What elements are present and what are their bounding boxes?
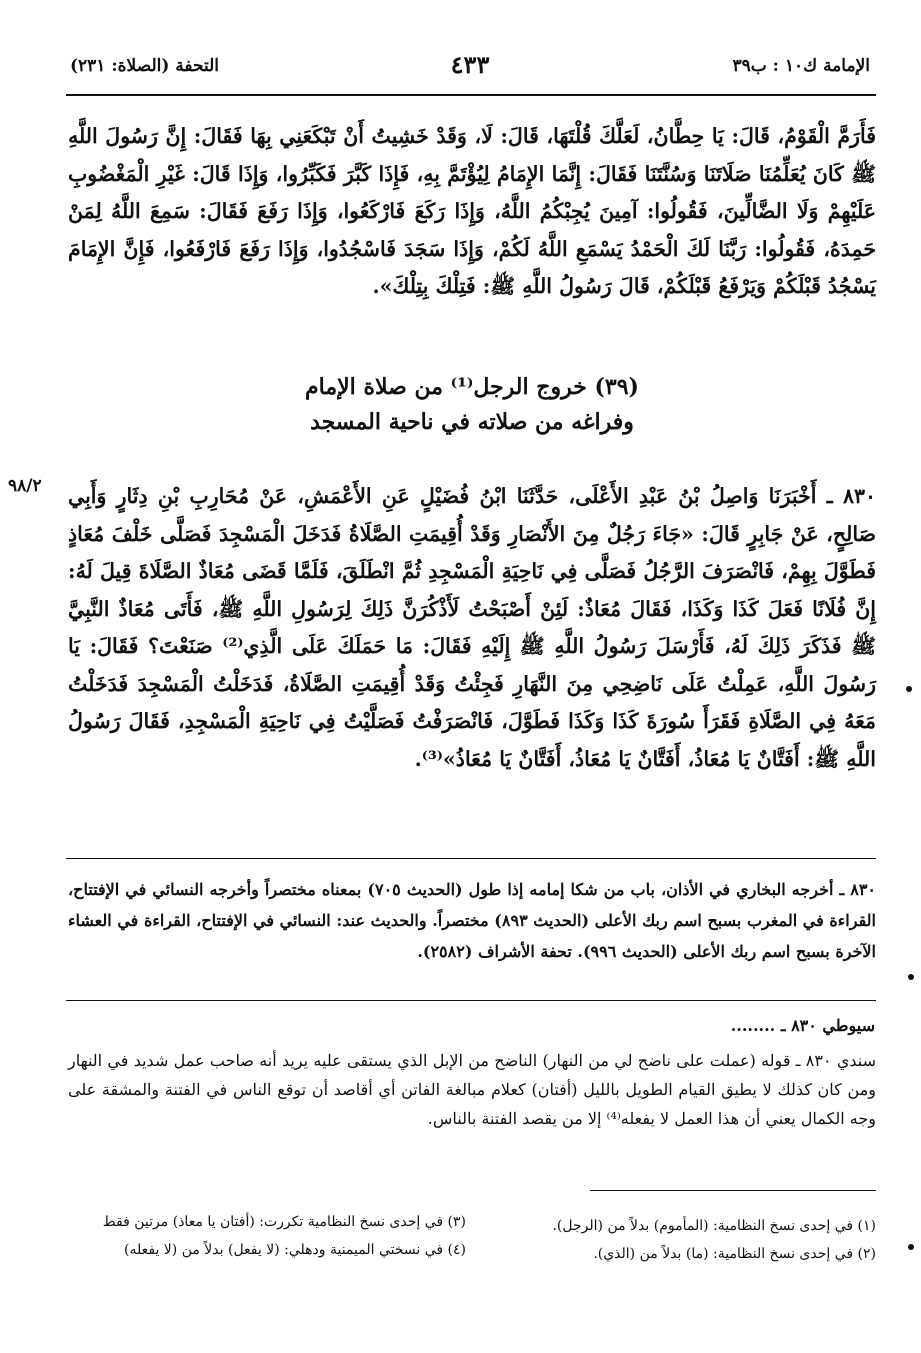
hadith-830-paragraph: ٨٣٠ ـ أَخْبَرَنَا وَاصِلُ بْنُ عَبْدِ الأَعْلَى، حَدَّثَنَا ابْنُ فُضَيْلٍ عَنِ الأَعْمَشِ، عَنْ مُحَارِبِ بْنِ دِثَارٍ وَأَبِي صَالِحٍ، عَنْ جَابِرٍ قَالَ: «جَاءَ رَجُلٌ مِنَ الأَنْصَارِ وَقَدْ أُقِيمَتِ الصَّلَاةُ فَدَخَلَ الْمَسْجِدَ فَصَلَّى خَلْفَ مُعَاذٍ فَطَوَّلَ بِهِمْ، فَانْصَرَفَ الرَّجُلُ فَصَلَّى فِي نَاحِيَةِ الْمَسْجِدِ ثُمَّ انْطَلَقَ، فَلَمَّا قَضَى مُعَاذٌ الصَّلَاةَ قِيلَ لَهُ: إِنَّ فُلَانًا فَعَلَ كَذَا وَكَذَا، فَقَالَ مُعَاذٌ: لَئِنْ أَصْبَحْتُ لَأَذْكُرَنَّ ذَلِكَ لِرَسُولِ اللَّهِ ﷺ، فَأَتَى مُعَاذٌ النَّبِيَّ ﷺ فَذَكَرَ ذَلِكَ لَهُ، فَأَرْسَلَ رَسُولُ اللَّهِ ﷺ إِلَيْهِ فَقَالَ: مَا حَمَلَكَ عَلَى الَّذِي⁽²⁾ صَنَعْتَ؟ فَقَالَ: يَا رَسُولَ اللَّهِ، عَمِلْتُ عَلَى نَاضِحِي مِنَ النَّهَارِ فَجِئْتُ وَقَدْ أُقِيمَتِ الصَّلَاةُ، فَدَخَلْتُ الْمَسْجِدَ فَدَخَلْتُ مَعَهُ فِي الصَّلَاةِ فَقَرَأَ سُورَةَ كَذَا وَكَذَا فَطَوَّلَ، فَانْصَرَفْتُ فَصَلَّيْتُ فِي نَاحِيَةِ الْمَسْجِدِ، فَقَالَ رَسُولُ اللَّهِ ﷺ: أَفَتَّانٌ يَا مُعَاذُ، أَفَتَّانٌ يَا مُعَاذُ، أَفَتَّانٌ يَا مُعَاذُ»⁽³⁾. [68,484,876,771]
header-chapter-ref: الإمامة ك١٠ : ب٣٩ [732,56,870,76]
scan-speck [908,974,914,980]
chapter-title-line-2: وفراغه من صلاته في ناحية المسجد [310,409,634,435]
manuscript-notes-left [66,1208,466,1264]
takhrij-footnote: ٨٣٠ ـ أخرجه البخاري في الأذان، باب من شكا إمامه إذا طول (الحديث ٧٠٥) بمعناه مختصراً وأخرجه النسائي في الإفتتاح، القراءة في المغرب بسبح اسم ربك الأعلى (الحديث ٨٩٣) مختصراً. والحديث عند: النسائي في الإفتتاح، القراءة في العشاء الآخرة بسبح اسم ربك الأعلى (الحديث ٩٩٦). تحفة الأشراف (٢٥٨٢). [68,880,877,961]
chapter-title [68,370,876,440]
manuscript-note-4: (٤) في نسختي الميمنية ودهلي: (لا يفعل) بدلاً من (لا يفعله) [124,1242,466,1258]
notes-rule [590,1190,876,1191]
sindi-commentary: سندي ٨٣٠ ـ قوله (عملت على ناضح لي من النهار) الناضح من الإبل الذي يستقى عليه يريد أنه صاحب عمل شديد في النهار ومن كان كذلك لا يطيق القيام الطويل بالليل (أفتان) كعلام مبالغة الفاتن أي أقاصد أن توقع الناس في الفتنة والمشقة على وجه الكمال يعني أن هذا العمل لا يفعله⁽⁴⁾ إلا من يقصد الفتنة بالناس. [68,1051,877,1128]
manuscript-note-2: (٢) في إحدى نسخ النظامية: (ما) بدلاً من (الذي). [593,1246,876,1262]
scan-speck [906,686,912,692]
margin-reference: ٩٨/٢ [8,476,42,496]
scan-speck [908,1244,914,1250]
hadith-continuation-paragraph: فَأَرَمَّ الْقَوْمُ، قَالَ: يَا حِطَّانُ، لَعَلَّكَ قُلْتَهَا، قَالَ: لَا، وَقَدْ خَشِيتُ أَنْ تَبْكَعَنِي بِهَا فَقَالَ: إِنَّ رَسُولَ اللَّهِ ﷺ كَانَ يُعَلِّمُنَا صَلَاتَنَا وَسُنَّتَنَا فَقَالَ: إِنَّمَا الإِمَامُ لِيُؤْتَمَّ بِهِ، فَإِذَا كَبَّرَ فَكَبِّرُوا، وَإِذَا قَالَ: غَيْرِ الْمَغْضُوبِ عَلَيْهِمْ وَلَا الضَّالِّينَ، فَقُولُوا: آمِينَ يُجِبْكُمُ اللَّهُ، وَإِذَا رَكَعَ فَارْكَعُوا، وَإِذَا رَفَعَ فَقَالَ: سَمِعَ اللَّهُ لِمَنْ حَمِدَهُ، فَقُولُوا: رَبَّنَا لَكَ الْحَمْدُ يَسْمَعِ اللَّهُ لَكُمْ، وَإِذَا سَجَدَ فَاسْجُدُوا، وَإِذَا رَفَعَ فَارْفَعُوا، فَإِنَّ الإِمَامَ يَسْجُدُ قَبْلَكُمْ وَيَرْفَعُ قَبْلَكُمْ، قَالَ رَسُولُ اللَّهِ ﷺ: فَتِلْكَ بِتِلْكَ». [68,124,876,298]
footnote-rule [66,858,876,859]
manuscript-note-3: (٣) في إحدى نسخ النظامية تكررت: (أفتان يا معاذ) مرتين فقط [102,1214,466,1230]
header-tuhfa-ref: التحفة (الصلاة: ٢٣١) [70,56,220,76]
running-header [70,50,870,84]
suyuti-commentary-heading: سيوطي ٨٣٠ ـ ........ [730,1016,875,1035]
header-rule [66,94,876,96]
chapter-title-line-1: (٣٩) خروج الرجل⁽¹⁾ من صلاة الإمام [305,374,639,400]
manuscript-notes-right [470,1212,876,1268]
manuscript-note-1: (١) في إحدى نسخ النظامية: (المأموم) بدلاً من (الرجل). [552,1218,876,1234]
commentary-rule [66,1000,876,1001]
page-number: ٤٣٣ [450,50,490,79]
